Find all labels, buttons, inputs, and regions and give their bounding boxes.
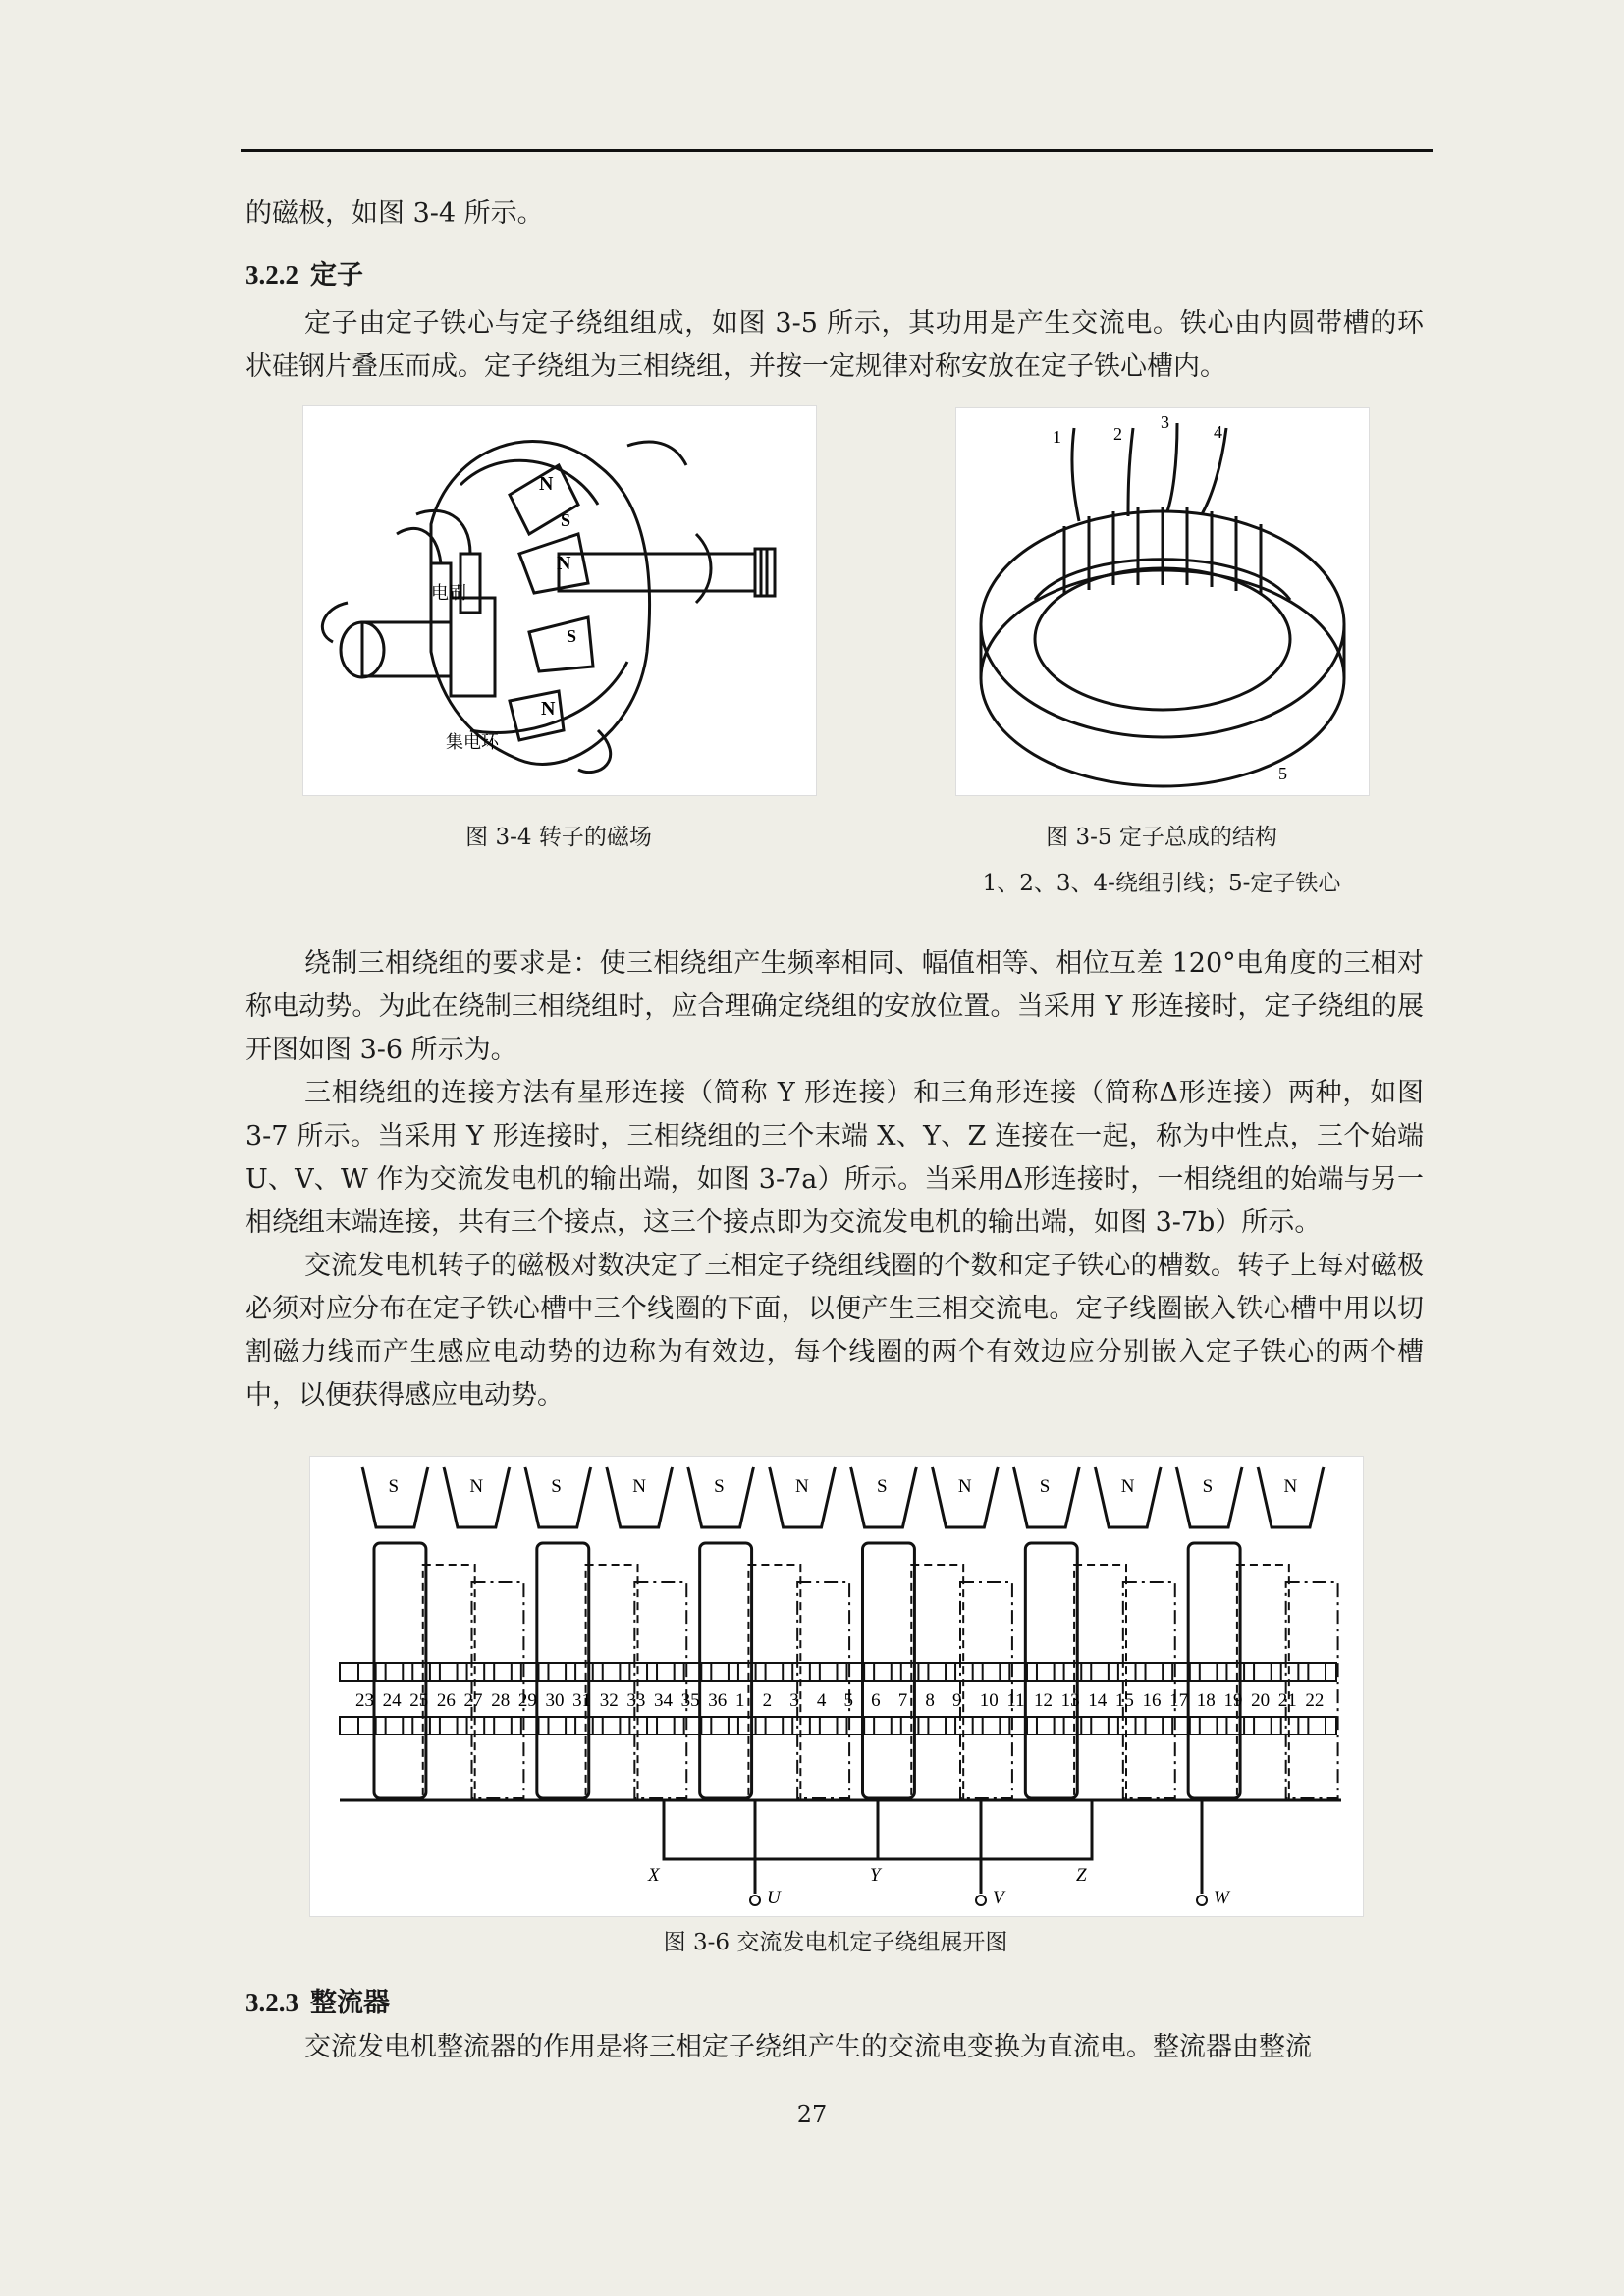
- terminal-point: [1197, 1896, 1207, 1905]
- slot-number: 32: [599, 1690, 619, 1711]
- coil-phase-b: [586, 1565, 638, 1800]
- slot-number: 3: [789, 1690, 799, 1711]
- stator-illustration: [956, 408, 1369, 795]
- coil-phase-b: [423, 1565, 475, 1800]
- slot-number: 16: [1142, 1690, 1162, 1711]
- slot-number: 19: [1223, 1690, 1243, 1711]
- rotor-illustration: [303, 406, 816, 795]
- coil-phase-a: [700, 1543, 752, 1798]
- slot-number: 36: [708, 1690, 728, 1711]
- slot-number: 18: [1196, 1690, 1216, 1711]
- paragraph-connection-methods: 三相绕组的连接方法有星形连接（简称 Y 形连接）和三角形连接（简称Δ形连接）两种，如图 3-7 所示。当采用 Y 形连接时，三相绕组的三个末端 X、Y、Z 连接在一起，称为中性点，三个始端 U、V、W 作为交流发电机的输出端，如图 3-7a）所示。当采用Δ形连接时，一相绕组的始端与另一相绕组末端连接，共有三个接点，这三个接点即为交流发电机的输出端，如图 3-7b）所示。: [245, 1078, 1424, 1238]
- coil-phase-b: [748, 1565, 800, 1800]
- coil-phase-a: [374, 1543, 429, 1798]
- pole-label-s: S: [551, 1476, 562, 1497]
- pole-label-s: S: [1202, 1476, 1214, 1497]
- section-number: 3.2.2: [245, 260, 298, 290]
- terminal-label-w: W: [1214, 1888, 1229, 1908]
- coil-phase-a: [1188, 1543, 1243, 1798]
- paragraph-text: 定子由定子铁心与定子绕组组成，如图 3-5 所示，其功用是产生交流电。铁心由内圆带槽的环状硅钢片叠压而成。定子绕组为三相绕组，并按一定规律对称安放在定子铁心槽内。: [245, 308, 1424, 382]
- slot-number: 22: [1305, 1690, 1325, 1711]
- terminal-label-v: V: [993, 1888, 1004, 1908]
- pole-label-n: N: [557, 553, 571, 574]
- coil-phase-b: [911, 1565, 963, 1800]
- pole-label-s: S: [567, 626, 577, 646]
- figure-winding-diagram: [309, 1456, 1364, 1917]
- slot-number: 17: [1169, 1690, 1189, 1711]
- coil-phase-a: [1025, 1543, 1077, 1798]
- brush-label: 电刷: [431, 583, 466, 603]
- paragraph-text: 交流发电机整流器的作用是将三相定子绕组产生的交流电变换为直流电。整流器由整流: [304, 2032, 1312, 2062]
- neutral-label-y: Y: [870, 1865, 881, 1886]
- slot-number: 6: [871, 1690, 881, 1711]
- slot-number: 14: [1088, 1690, 1108, 1711]
- figure-3-6-caption: 图 3-6 交流发电机定子绕组展开图: [663, 1930, 1008, 1955]
- continuation-line: 的磁极，如图 3-4 所示。: [245, 198, 544, 229]
- terminal-label-u: U: [767, 1888, 781, 1908]
- paragraph-pole-pairs: 交流发电机转子的磁极对数决定了三相定子绕组线圈的个数和定子铁心的槽数。转子上每对磁极必须对应分布在定子铁心槽中三个线圈的下面，以便产生三相交流电。定子线圈嵌入铁心槽中用以切割磁力线而产生感应电动势的边称为有效边，每个线圈的两个有效边应分别嵌入定子铁心的两个槽中，以便获得感应电动势。: [245, 1251, 1424, 1411]
- slot-number: 26: [436, 1690, 456, 1711]
- slot-number: 34: [654, 1690, 674, 1711]
- slot-number: 12: [1033, 1690, 1053, 1711]
- pole-label-s: S: [876, 1476, 888, 1497]
- figure-rotor-field: [302, 405, 817, 796]
- slot-number: 29: [517, 1690, 537, 1711]
- slot-number: 20: [1251, 1690, 1271, 1711]
- section-heading-rectifier: [245, 1981, 390, 2019]
- slot-number: 27: [463, 1690, 483, 1711]
- core-label-5: 5: [1278, 764, 1287, 783]
- section-title: 定子: [310, 260, 363, 291]
- pole-label-s: S: [714, 1476, 725, 1497]
- paragraph-winding-requirement: 绕制三相绕组的要求是：使三相绕组产生频率相同、幅值相等、相位互差 120°电角度的三相对称电动势。为此在绕制三相绕组时，应合理确定绕组的安放位置。当采用 Y 形连接时，定子绕组的展开图如图 3-6 所示为。: [245, 948, 1424, 1065]
- figure-3-5-subcaption: 1、2、3、4-绕组引线；5-定子铁心: [982, 871, 1341, 896]
- neutral-label-z: Z: [1076, 1865, 1087, 1886]
- slot-number: 4: [816, 1690, 827, 1711]
- slot-number: 5: [843, 1690, 853, 1711]
- figure-3-4-caption: 图 3-4 转子的磁场: [465, 825, 652, 850]
- coil-phase-a: [863, 1543, 915, 1798]
- pole-label-s: S: [388, 1476, 400, 1497]
- slot-number: 25: [409, 1690, 429, 1711]
- pole-label-n: N: [1283, 1476, 1298, 1497]
- coil-phase-b: [1074, 1565, 1126, 1800]
- coil-phase-a: [537, 1543, 592, 1798]
- slot-number: 21: [1277, 1690, 1297, 1711]
- pole-label-n: N: [469, 1476, 484, 1497]
- figure-3-5-caption: 图 3-5 定子总成的结构: [1046, 825, 1277, 850]
- body-paragraphs: [245, 942, 1424, 1417]
- section-heading-stator: [245, 253, 363, 292]
- lead-label-2: 2: [1113, 424, 1122, 444]
- pole-label-n: N: [632, 1476, 646, 1497]
- section-number: 3.2.3: [245, 1988, 298, 2017]
- header-rule: [241, 149, 1433, 152]
- winding-development-diagram: [310, 1457, 1363, 1916]
- slot-number: 8: [925, 1690, 935, 1711]
- slot-number: 7: [897, 1690, 908, 1711]
- slot-number: 30: [545, 1690, 565, 1711]
- slot-number: 15: [1114, 1690, 1134, 1711]
- slot-number: 9: [952, 1690, 962, 1711]
- pole-label-s: S: [561, 510, 571, 530]
- section-title: 整流器: [310, 1988, 390, 2018]
- lead-label-1: 1: [1053, 427, 1061, 447]
- pole-label-n: N: [539, 473, 554, 495]
- lead-label-4: 4: [1214, 422, 1222, 442]
- pole-label-n: N: [957, 1476, 972, 1497]
- page-number: 27: [796, 2101, 828, 2128]
- slot-number: 24: [382, 1690, 402, 1711]
- terminal-point: [976, 1896, 986, 1905]
- slot-number: 35: [680, 1690, 700, 1711]
- stator-paragraph: [245, 302, 1424, 389]
- slot-number: 28: [491, 1690, 511, 1711]
- slot-number: 31: [572, 1690, 592, 1711]
- slot-number: 23: [355, 1690, 374, 1711]
- pole-label-n: N: [541, 698, 556, 720]
- slot-number: 10: [979, 1690, 999, 1711]
- coil-phase-b: [1237, 1565, 1289, 1800]
- pole-label-n: N: [1120, 1476, 1135, 1497]
- neutral-label-x: X: [648, 1865, 660, 1886]
- pole-label-n: N: [795, 1476, 809, 1497]
- slot-number: 2: [762, 1690, 773, 1711]
- slot-number: 11: [1006, 1690, 1025, 1711]
- slip-ring-label: 集电环: [446, 732, 499, 752]
- rectifier-paragraph: [245, 2026, 1424, 2069]
- figure-stator-assembly: [955, 407, 1370, 796]
- slot-number: 33: [626, 1690, 646, 1711]
- slot-number: 1: [734, 1690, 745, 1711]
- terminal-point: [750, 1896, 760, 1905]
- lead-label-3: 3: [1161, 412, 1169, 432]
- slot-number: 13: [1060, 1690, 1080, 1711]
- pole-label-s: S: [1039, 1476, 1051, 1497]
